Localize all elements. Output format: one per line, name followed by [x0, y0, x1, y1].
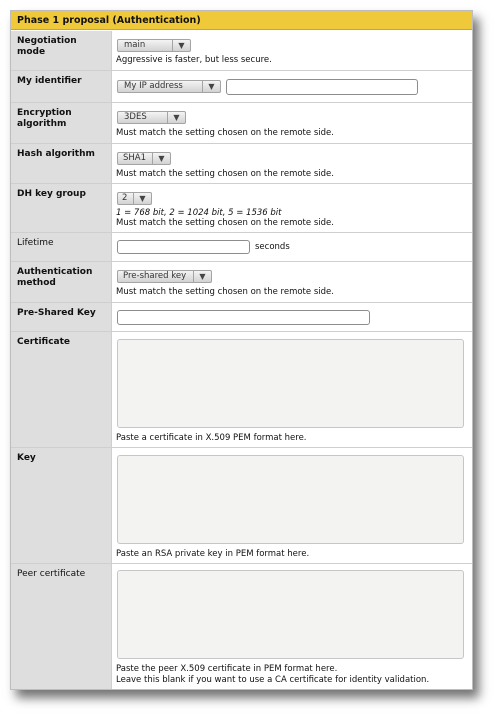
hash-label: Hash algorithm	[11, 144, 112, 183]
hash-value: SHA1	[123, 153, 147, 163]
lifetime-label: Lifetime	[11, 233, 112, 261]
auth-method-hint: Must match the setting chosen on the remote side.	[116, 287, 334, 297]
auth-method-value: Pre-shared key	[123, 271, 187, 281]
dh-group-bits-hint: 1 = 768 bit, 2 = 1024 bit, 5 = 1536 bit	[116, 208, 282, 218]
peer-certificate-hint-ca: Leave this blank if you want to use a CA certificate for identity validation.	[116, 675, 430, 685]
negotiation-mode-select[interactable]	[117, 39, 191, 52]
psk-input[interactable]	[117, 310, 370, 325]
phase1-panel	[10, 10, 473, 690]
row-key	[11, 448, 472, 564]
dh-group-value: 2	[122, 193, 128, 203]
certificate-hint: Paste a certificate in X.509 PEM format here.	[116, 433, 307, 443]
row-negotiation-mode	[11, 31, 472, 71]
encryption-value: 3DES	[124, 112, 147, 122]
encryption-label: Encryption algorithm	[11, 103, 112, 143]
negotiation-mode-hint: Aggressive is faster, but less secure.	[116, 55, 272, 65]
row-certificate	[11, 332, 472, 448]
row-dh-group	[11, 184, 472, 233]
certificate-label: Certificate	[11, 332, 112, 447]
lifetime-unit: seconds	[255, 242, 290, 252]
auth-method-label: Authentication method	[11, 262, 112, 302]
dh-group-select[interactable]	[117, 192, 152, 205]
peer-certificate-hint: Paste the peer X.509 certificate in PEM format here.	[116, 664, 338, 674]
peer-certificate-textarea[interactable]	[117, 570, 464, 659]
my-identifier-label: My identifier	[11, 71, 112, 102]
lifetime-input[interactable]	[117, 240, 250, 254]
certificate-textarea[interactable]	[117, 339, 464, 428]
negotiation-mode-value: main	[124, 40, 146, 50]
row-psk	[11, 303, 472, 332]
my-identifier-value: My IP address	[124, 81, 183, 91]
row-my-identifier	[11, 71, 472, 103]
hash-hint: Must match the setting chosen on the remote side.	[116, 169, 334, 179]
key-label: Key	[11, 448, 112, 563]
my-identifier-input[interactable]	[226, 79, 418, 95]
chevron-down-icon: ▼	[167, 112, 185, 123]
encryption-select[interactable]	[117, 111, 186, 124]
chevron-down-icon: ▼	[172, 40, 190, 51]
auth-method-select[interactable]	[117, 270, 212, 283]
section-title: Phase 1 proposal (Authentication)	[11, 11, 472, 30]
my-identifier-select[interactable]	[117, 80, 221, 93]
chevron-down-icon: ▼	[193, 271, 211, 282]
row-encryption	[11, 103, 472, 144]
dh-group-label: DH key group	[11, 184, 112, 232]
row-lifetime	[11, 233, 472, 262]
row-hash	[11, 144, 472, 184]
key-hint: Paste an RSA private key in PEM format here.	[116, 549, 310, 559]
encryption-hint: Must match the setting chosen on the remote side.	[116, 128, 334, 138]
chevron-down-icon: ▼	[202, 81, 220, 92]
row-peer-certificate	[11, 564, 472, 689]
negotiation-mode-label: Negotiation mode	[11, 31, 112, 70]
chevron-down-icon: ▼	[133, 193, 151, 204]
key-textarea[interactable]	[117, 455, 464, 544]
dh-group-hint: Must match the setting chosen on the remote side.	[116, 218, 334, 228]
hash-select[interactable]	[117, 152, 171, 165]
row-auth-method	[11, 262, 472, 303]
peer-certificate-label: Peer certificate	[11, 564, 112, 689]
chevron-down-icon: ▼	[152, 153, 170, 164]
psk-label: Pre-Shared Key	[11, 303, 112, 331]
